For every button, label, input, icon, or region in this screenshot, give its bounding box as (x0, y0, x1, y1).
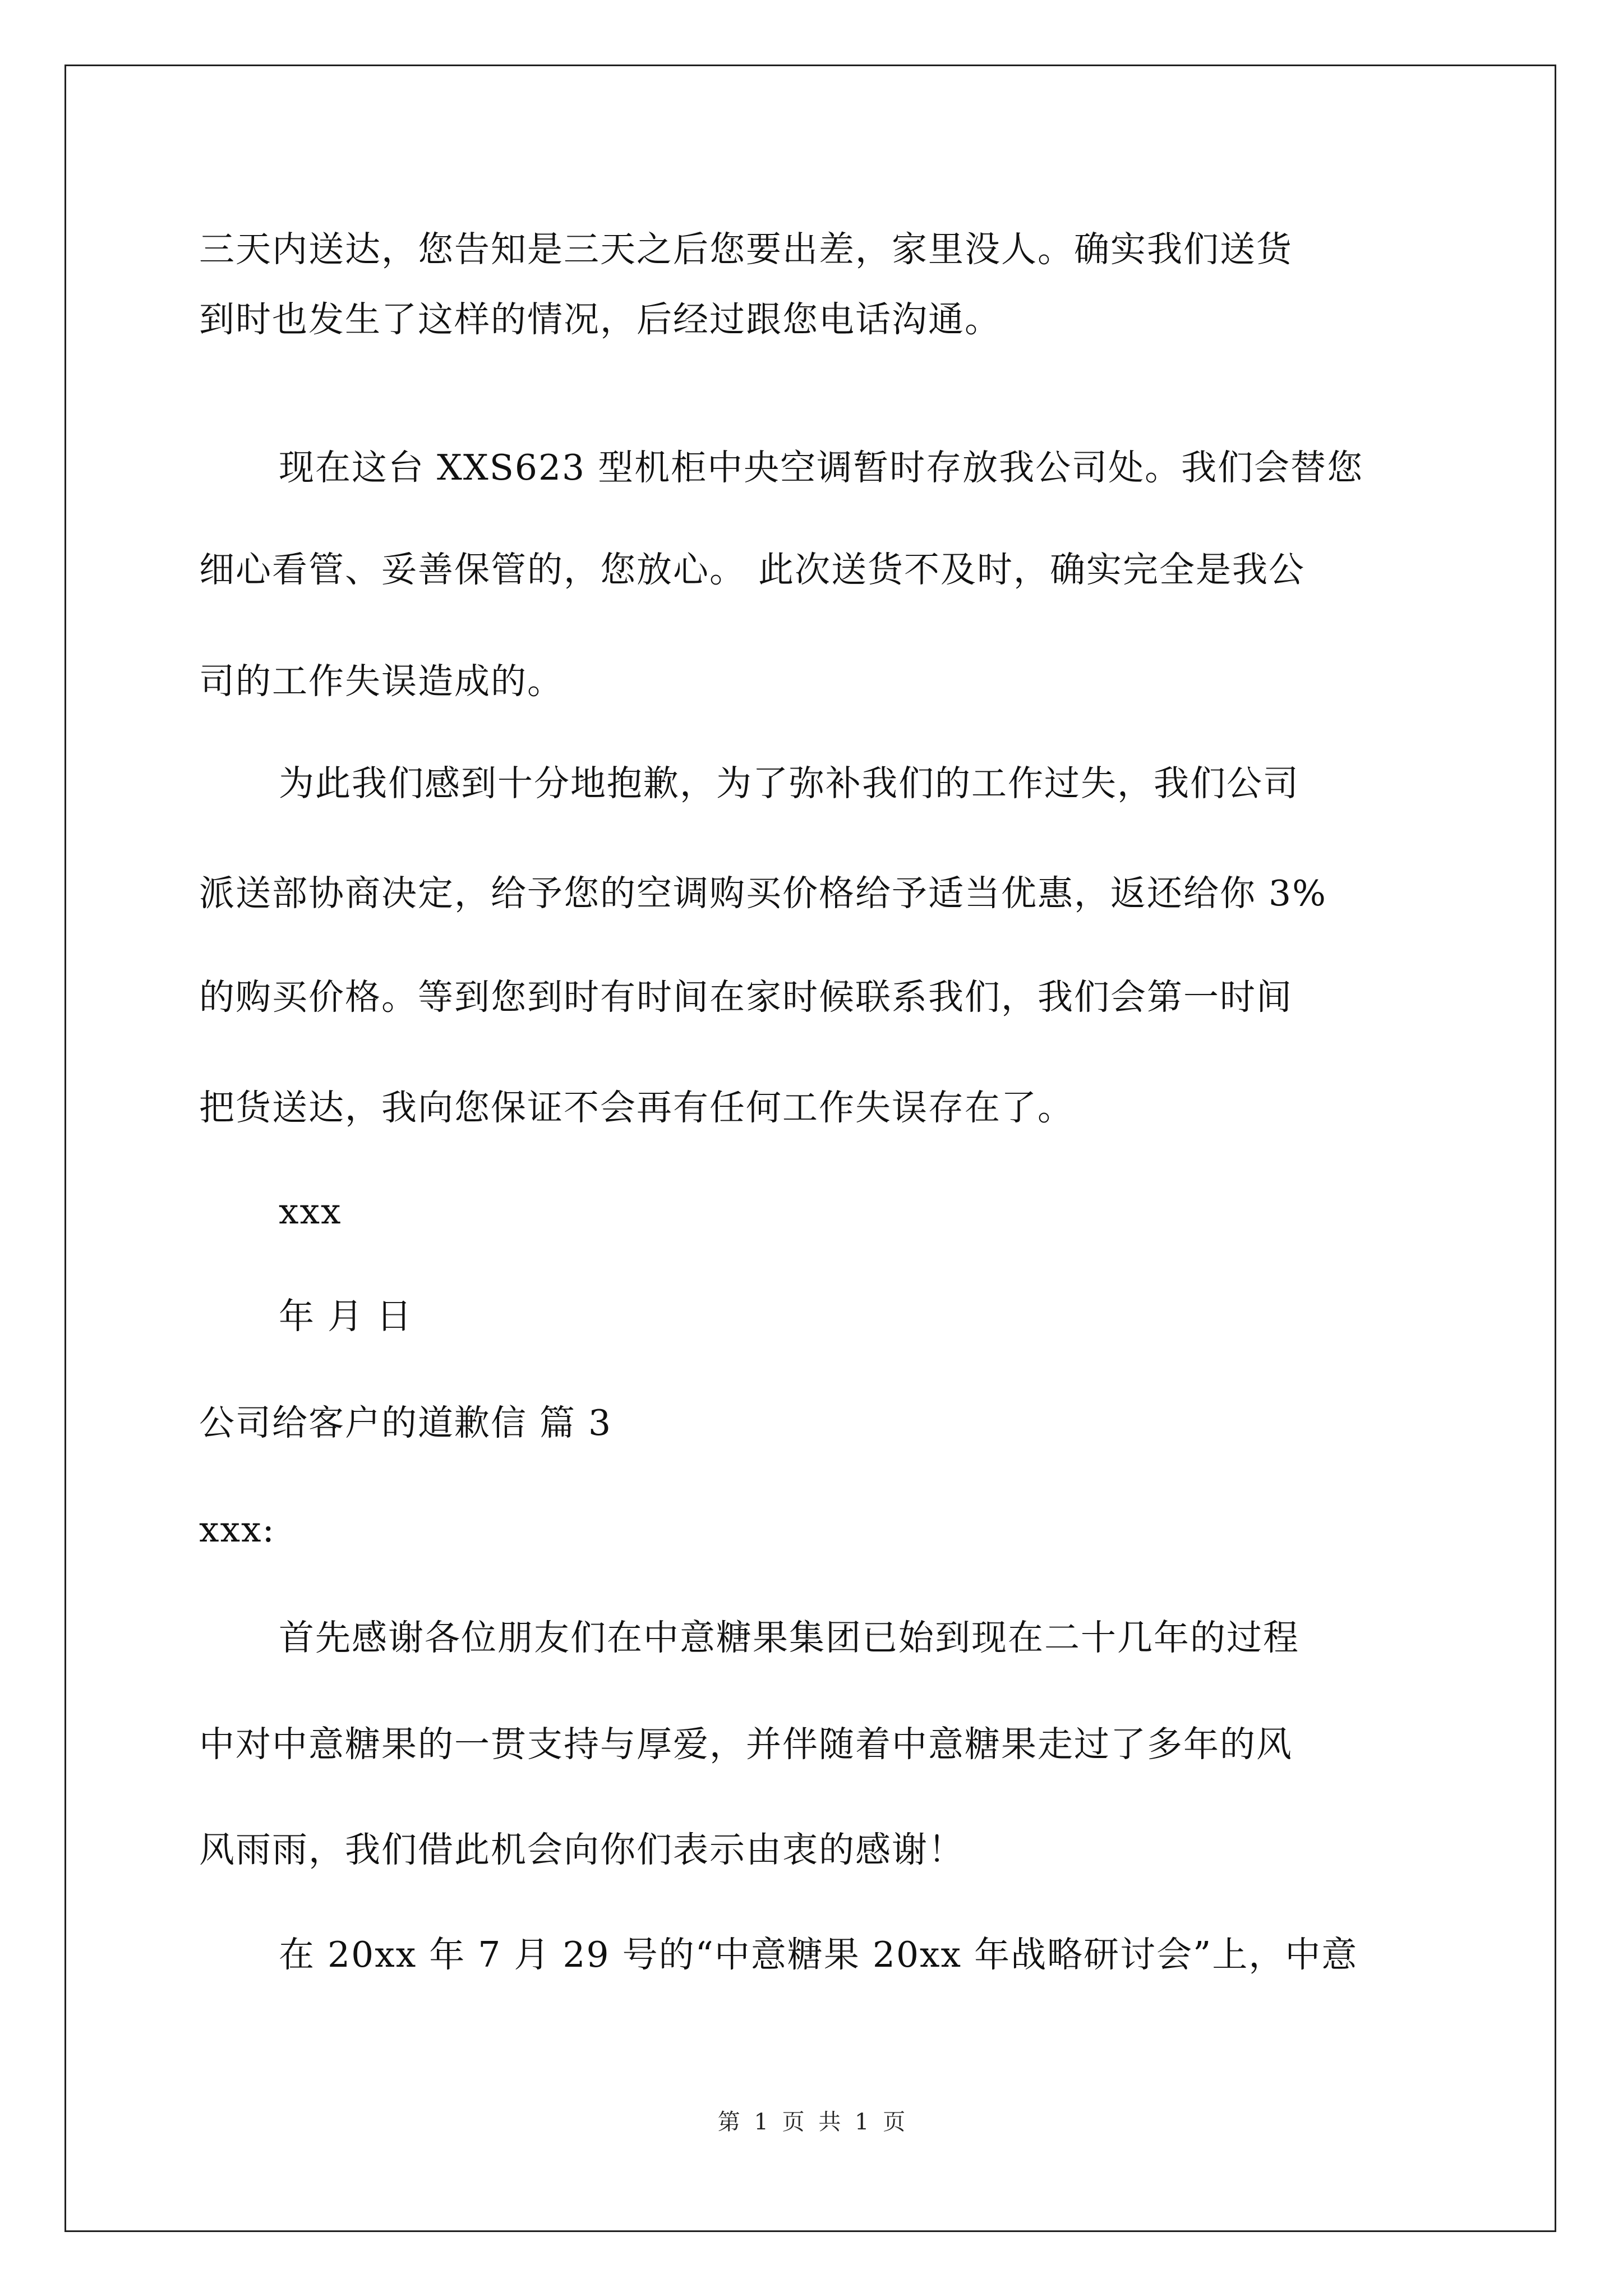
signature-date: 年 月 日 (279, 1296, 413, 1337)
salutation: xxx: (199, 1509, 275, 1550)
body-line: 风雨雨，我们借此机会向你们表示由衷的感谢！ (199, 1829, 965, 1870)
body-line: 司的工作失误造成的。 (199, 661, 564, 702)
page-footer: 第 1 页 共 1 页 (717, 2109, 906, 2135)
body-line: 为此我们感到十分地抱歉，为了弥补我们的工作过失，我们公司 (279, 763, 1299, 804)
body-line: 中对中意糖果的一贯支持与厚爱，并伴随着中意糖果走过了多年的风 (199, 1724, 1293, 1765)
signature-name: xxx (279, 1191, 342, 1232)
body-line: 到时也发生了这样的情况，后经过跟您电话沟通。 (199, 299, 1001, 340)
body-line: 在 20xx 年 7 月 29 号的“中意糖果 20xx 年战略研讨会”上，中意 (279, 1934, 1358, 1975)
body-line: 现在这台 XXS623 型机柜中央空调暂时存放我公司处。我们会替您 (279, 447, 1364, 488)
page-frame (64, 65, 1556, 2232)
body-line: 细心看管、妥善保管的，您放心。 此次送货不及时，确实完全是我公 (199, 549, 1306, 590)
body-line: 派送部协商决定，给予您的空调购买价格给予适当优惠，返还给你 3% (199, 873, 1327, 914)
body-line: 把货送达，我向您保证不会再有任何工作失误存在了。 (199, 1087, 1074, 1128)
body-line: 首先感谢各位朋友们在中意糖果集团已始到现在二十几年的过程 (279, 1617, 1299, 1658)
body-line: 的购买价格。等到您到时有时间在家时候联系我们，我们会第一时间 (199, 977, 1293, 1018)
section-heading: 公司给客户的道歉信 篇 3 (199, 1402, 612, 1443)
body-line: 三天内送达，您告知是三天之后您要出差，家里没人。确实我们送货 (199, 229, 1293, 270)
